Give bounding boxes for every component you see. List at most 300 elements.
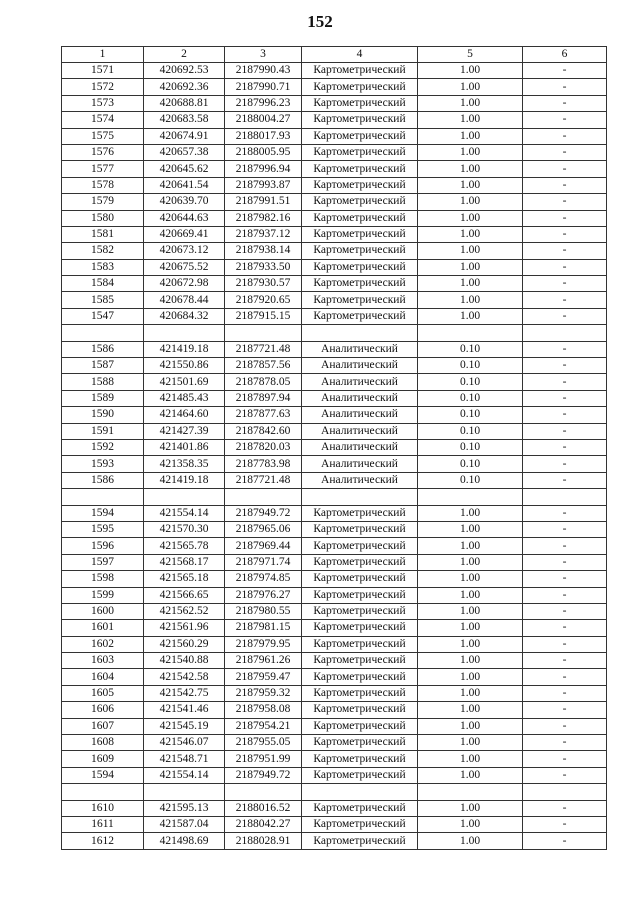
table-cell: 1.00 [418,702,523,718]
table-cell: 1608 [62,735,144,751]
table-cell: 421562.52 [144,603,225,619]
table-cell: 420674.91 [144,128,225,144]
table-cell: 2187959.47 [225,669,302,685]
table-cell: - [523,800,607,816]
table-cell: 1.00 [418,128,523,144]
table-cell: Картометрический [302,636,418,652]
table-cell: 421540.88 [144,653,225,669]
table-cell: 420644.63 [144,210,225,226]
table-cell: Картометрический [302,505,418,521]
table-cell: 421546.07 [144,735,225,751]
table-cell: 1607 [62,718,144,734]
table-row [62,767,607,783]
table-cell: 2187949.72 [225,505,302,521]
table-cell: 420675.52 [144,259,225,275]
table-cell: 1581 [62,226,144,242]
table-cell: 1.00 [418,194,523,210]
table-cell: 1604 [62,669,144,685]
table-cell: 1.00 [418,243,523,259]
table-cell: - [523,718,607,734]
table-cell: 421587.04 [144,816,225,832]
table-cell: 1.00 [418,603,523,619]
table-cell: 420669.41 [144,226,225,242]
table-cell: 1574 [62,112,144,128]
page-number: 152 [307,12,333,31]
table-cell: 1599 [62,587,144,603]
table-cell: - [523,472,607,488]
table-row [62,358,607,374]
table-cell: - [523,341,607,357]
table-cell [302,784,418,800]
table-cell: 2187981.15 [225,620,302,636]
table-cell: 421568.17 [144,554,225,570]
table-cell: 1592 [62,439,144,455]
table-cell: 420657.38 [144,144,225,160]
table-cell: Картометрический [302,571,418,587]
table-cell: 1.00 [418,95,523,111]
table-cell: - [523,735,607,751]
table-cell: Аналитический [302,407,418,423]
table-cell: 1610 [62,800,144,816]
table-cell: 1589 [62,390,144,406]
table-cell: 2187955.05 [225,735,302,751]
table-cell: Картометрический [302,128,418,144]
table-cell: 421565.18 [144,571,225,587]
table-row [62,341,607,357]
table-cell: 2187857.56 [225,358,302,374]
table-cell: 2187971.74 [225,554,302,570]
table-cell: - [523,390,607,406]
table-cell: Аналитический [302,456,418,472]
table-cell: - [523,751,607,767]
table-cell: Картометрический [302,702,418,718]
table-cell [418,784,523,800]
table-cell: 2187937.12 [225,226,302,242]
table-cell: 1.00 [418,653,523,669]
table-cell: 420684.32 [144,308,225,324]
table-cell: 0.10 [418,358,523,374]
table-cell: - [523,95,607,111]
table-cell: 1.00 [418,767,523,783]
column-header: 5 [418,47,523,63]
table-cell: 2187920.65 [225,292,302,308]
table-row [62,144,607,160]
table-cell: - [523,259,607,275]
table-row [62,128,607,144]
table-cell: 1.00 [418,718,523,734]
table-cell: 2187990.71 [225,79,302,95]
table-cell: 420678.44 [144,292,225,308]
table-cell: 0.10 [418,407,523,423]
table-cell: 1578 [62,177,144,193]
table-cell: 1547 [62,308,144,324]
table-row [62,751,607,767]
table-cell: 0.10 [418,423,523,439]
table-cell: Картометрический [302,816,418,832]
table-cell: - [523,767,607,783]
table-cell: 1.00 [418,144,523,160]
table-header-row [62,47,607,63]
table-cell: Картометрический [302,79,418,95]
table-cell: 420683.58 [144,112,225,128]
table-cell: 1.00 [418,177,523,193]
table-cell: 2187969.44 [225,538,302,554]
table-cell: Картометрический [302,177,418,193]
table-cell [523,489,607,505]
table-cell: 1.00 [418,833,523,849]
table-cell: 421542.58 [144,669,225,685]
table-cell: 2187976.27 [225,587,302,603]
table-cell: - [523,816,607,832]
table-row [62,226,607,242]
table-cell: 2188017.93 [225,128,302,144]
table-row [62,407,607,423]
table-cell: Картометрический [302,800,418,816]
table-cell: 1.00 [418,620,523,636]
table-cell: Картометрический [302,308,418,324]
table-row [62,571,607,587]
table-cell: 421561.96 [144,620,225,636]
table-row [62,308,607,324]
table-cell: 2188042.27 [225,816,302,832]
table-cell: 2187974.85 [225,571,302,587]
table-cell: 1579 [62,194,144,210]
table-cell: 420645.62 [144,161,225,177]
table-cell: - [523,423,607,439]
table-cell: 1593 [62,456,144,472]
table-cell: 1583 [62,259,144,275]
table-cell: - [523,374,607,390]
table-cell: - [523,276,607,292]
table-cell: Картометрический [302,194,418,210]
table-cell [418,325,523,341]
table-cell: 1572 [62,79,144,95]
table-cell: 421548.71 [144,751,225,767]
separator-row [62,784,607,800]
table-cell: 420672.98 [144,276,225,292]
table-cell: Картометрический [302,538,418,554]
table-cell: 1577 [62,161,144,177]
table-row [62,587,607,603]
table-row [62,653,607,669]
table-cell: 1.00 [418,587,523,603]
table-row [62,456,607,472]
table-cell: 2187842.60 [225,423,302,439]
table-cell: 2187951.99 [225,751,302,767]
table-cell: 421566.65 [144,587,225,603]
table-cell [225,325,302,341]
table-row [62,702,607,718]
table-cell: 1598 [62,571,144,587]
table-cell: Картометрический [302,603,418,619]
table-cell: 2187990.43 [225,63,302,79]
table-row [62,603,607,619]
table-cell [144,784,225,800]
table-cell: - [523,407,607,423]
table-cell: - [523,128,607,144]
table-cell: 1.00 [418,685,523,701]
table-cell: Картометрический [302,243,418,259]
table-cell: Аналитический [302,341,418,357]
table-row [62,554,607,570]
table-cell: - [523,194,607,210]
table-cell: Аналитический [302,390,418,406]
table-cell: 421419.18 [144,472,225,488]
table-cell: 421427.39 [144,423,225,439]
table-cell: 1.00 [418,636,523,652]
column-header: 4 [302,47,418,63]
table-cell [225,489,302,505]
table-cell: 1.00 [418,112,523,128]
table-cell: 1.00 [418,210,523,226]
table-cell: Картометрический [302,292,418,308]
table-cell [62,784,144,800]
table-cell: Картометрический [302,685,418,701]
table-cell: 1.00 [418,259,523,275]
table-cell: 0.10 [418,439,523,455]
table-cell: - [523,653,607,669]
table-cell: 1606 [62,702,144,718]
table-row [62,636,607,652]
table-cell: 1596 [62,538,144,554]
table-cell: 2187996.94 [225,161,302,177]
table-cell: 1597 [62,554,144,570]
table-cell: 1.00 [418,276,523,292]
table-cell: - [523,210,607,226]
table-cell: - [523,521,607,537]
table-cell: 1585 [62,292,144,308]
table-cell: Картометрический [302,521,418,537]
table-row [62,439,607,455]
table-cell: - [523,144,607,160]
table-cell: 1.00 [418,669,523,685]
table-row [62,259,607,275]
table-row [62,161,607,177]
table-cell: - [523,161,607,177]
table-cell: Картометрический [302,161,418,177]
table-cell: 1587 [62,358,144,374]
table-cell: Картометрический [302,718,418,734]
table-cell: Аналитический [302,472,418,488]
table-cell: 1.00 [418,226,523,242]
table-cell: - [523,358,607,374]
table-cell: - [523,308,607,324]
table-row [62,833,607,849]
table-cell: 2187958.08 [225,702,302,718]
table-cell: 1.00 [418,308,523,324]
table-row [62,390,607,406]
table-cell: 421541.46 [144,702,225,718]
table-cell: 2187991.51 [225,194,302,210]
table-cell: Картометрический [302,63,418,79]
table-cell: 1588 [62,374,144,390]
table-cell: 1584 [62,276,144,292]
table-cell [523,325,607,341]
table-cell: 421554.14 [144,767,225,783]
table-cell: 1.00 [418,505,523,521]
table-cell: 1591 [62,423,144,439]
table-cell: 421565.78 [144,538,225,554]
table-cell: 421464.60 [144,407,225,423]
table-cell: 1.00 [418,554,523,570]
table-cell: 0.10 [418,456,523,472]
table-cell: - [523,177,607,193]
separator-row [62,489,607,505]
table-cell: 420692.36 [144,79,225,95]
table-cell: 1605 [62,685,144,701]
table-cell: 1612 [62,833,144,849]
table-cell: 2187961.26 [225,653,302,669]
table-row [62,292,607,308]
table-cell: 2187959.32 [225,685,302,701]
table-cell: Аналитический [302,439,418,455]
table-cell: 2187820.03 [225,439,302,455]
table-cell: 2187897.94 [225,390,302,406]
table-row [62,800,607,816]
table-cell: 1.00 [418,735,523,751]
table-cell: 1603 [62,653,144,669]
table-cell [418,489,523,505]
coordinates-table [61,46,607,850]
table-cell: 420641.54 [144,177,225,193]
table-cell: 0.10 [418,374,523,390]
table-cell: 1575 [62,128,144,144]
table-cell: - [523,587,607,603]
table-cell: - [523,669,607,685]
table-row [62,669,607,685]
table-cell: Картометрический [302,587,418,603]
table-cell: 421358.35 [144,456,225,472]
table-cell: 1594 [62,505,144,521]
table-cell: 2187721.48 [225,341,302,357]
table-cell: Картометрический [302,226,418,242]
table-row [62,194,607,210]
table-cell: 1590 [62,407,144,423]
table-cell: - [523,63,607,79]
table-cell: Картометрический [302,95,418,111]
table-cell: 1.00 [418,800,523,816]
table-cell: 2188016.52 [225,800,302,816]
table-cell: Картометрический [302,276,418,292]
table-cell: 1611 [62,816,144,832]
table-cell: - [523,439,607,455]
table-cell: 1573 [62,95,144,111]
table-cell: - [523,702,607,718]
table-row [62,816,607,832]
table-cell: - [523,554,607,570]
table-cell [523,784,607,800]
table-cell: 2187878.05 [225,374,302,390]
table-cell: - [523,243,607,259]
table-cell: 1576 [62,144,144,160]
table-cell: 420639.70 [144,194,225,210]
table-cell: Картометрический [302,735,418,751]
table-row [62,505,607,521]
table-row [62,276,607,292]
table-cell: 1594 [62,767,144,783]
table-cell: - [523,833,607,849]
table-cell: 1602 [62,636,144,652]
table-cell: 2187877.63 [225,407,302,423]
table-cell: 2187965.06 [225,521,302,537]
table-cell [62,325,144,341]
table-cell: 2188004.27 [225,112,302,128]
table-cell: Картометрический [302,669,418,685]
table-cell: - [523,620,607,636]
table-row [62,472,607,488]
table-cell: 1.00 [418,816,523,832]
table-row [62,112,607,128]
table-cell: 420673.12 [144,243,225,259]
table-cell: 420692.53 [144,63,225,79]
table-cell: 421542.75 [144,685,225,701]
table-cell: 1595 [62,521,144,537]
table-cell: - [523,505,607,521]
table-cell: Картометрический [302,112,418,128]
table-row [62,521,607,537]
table-cell: 2187938.14 [225,243,302,259]
table-cell: 0.10 [418,341,523,357]
table-cell: 2188028.91 [225,833,302,849]
table-cell [302,489,418,505]
table-cell: 1571 [62,63,144,79]
table-cell: - [523,292,607,308]
table-body [62,63,607,850]
table-cell: Картометрический [302,210,418,226]
table-cell: Аналитический [302,374,418,390]
table-cell: 1609 [62,751,144,767]
table-cell: 1582 [62,243,144,259]
table-cell: Картометрический [302,767,418,783]
table-cell: 2187996.23 [225,95,302,111]
column-header: 2 [144,47,225,63]
table-cell: - [523,226,607,242]
table-cell: 2187979.95 [225,636,302,652]
table-row [62,423,607,439]
table-cell: Картометрический [302,144,418,160]
table-cell: 1.00 [418,161,523,177]
table-cell: 1.00 [418,751,523,767]
table-cell: 2187980.55 [225,603,302,619]
table-cell: 421501.69 [144,374,225,390]
table-cell: Аналитический [302,358,418,374]
table-cell: 1586 [62,341,144,357]
table-cell: Картометрический [302,620,418,636]
table-cell: - [523,571,607,587]
table-row [62,735,607,751]
table-cell: 1.00 [418,521,523,537]
table-cell: 0.10 [418,390,523,406]
table-cell: 2188005.95 [225,144,302,160]
table-cell: - [523,636,607,652]
table-cell: - [523,456,607,472]
table-cell: 1600 [62,603,144,619]
table-cell: Аналитический [302,423,418,439]
table-cell: 1580 [62,210,144,226]
table-row [62,538,607,554]
table-cell: 0.10 [418,472,523,488]
table-row [62,63,607,79]
table-cell: 2187993.87 [225,177,302,193]
table-cell: 2187933.50 [225,259,302,275]
table-cell [302,325,418,341]
table-row [62,177,607,193]
table-row [62,620,607,636]
table-cell: 1.00 [418,292,523,308]
table-cell: 2187783.98 [225,456,302,472]
table-cell: - [523,112,607,128]
table-cell: 1586 [62,472,144,488]
